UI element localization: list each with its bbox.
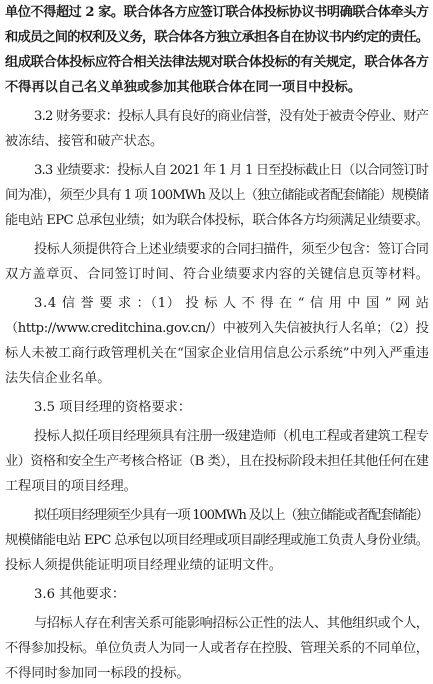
text-line: 3.3 业绩要求：投标人自 2021 年 1 月 1 日至投标截止日（以合同签订时 bbox=[34, 163, 429, 178]
text-line: 3.4 信 誉 要 求 ：（1） 投 标 人 不 得 在 “ 信 用 中 国 ” 网 站 bbox=[34, 296, 430, 311]
text-line: 3.6 其他要求： bbox=[34, 587, 126, 602]
text-line: 法失信企业名单。 bbox=[5, 371, 111, 386]
text-line: 能电站 EPC 总承包业绩；如为联合体投标，联合体各方均须满足业绩要求。 bbox=[5, 213, 429, 228]
text-line: 投标人拟任项目经理须具有注册一级建造师（机电工程或者建筑工程专 bbox=[34, 429, 429, 444]
text-line: 投标人须提供符合上述业绩要求的合同扫描件，须至少包含：签订合同 bbox=[34, 242, 429, 257]
text-line: 不得再以自己名义单独或参加其他联合体在同一项目中投标。 bbox=[5, 80, 362, 95]
text-line: 规模储能电站 EPC 总承包以项目经理或项目副经理或施工负责人身份业绩。 bbox=[5, 533, 429, 548]
text-line: 组成联合体投标应符合相关法律法规对联合体投标的有关规定，联合体各方 bbox=[5, 55, 429, 70]
text-line: 工程项目的项目经理。 bbox=[5, 479, 137, 494]
text-line: 不得参加投标。单位负责人为同一人或者存在控股、管理关系的不同单位， bbox=[5, 641, 429, 656]
text-line: 间为准），须至少具有 1 项 100MWh 及以上（独立储能或者配套储能）规模储 bbox=[5, 188, 429, 203]
text-line: 投标人须提供能证明项目经理业绩的证明文件。 bbox=[5, 558, 282, 573]
text-line: 和成员之间的权利及义务，联合体各方独立承担各自在协议书内约定的责任。 bbox=[5, 30, 429, 45]
text-line: 单位不得超过 2 家。联合体各方应签订联合体投标协议书明确联合体牵头方 bbox=[5, 5, 429, 20]
text-line: 双方盖章页、合同签订时间、符合业绩要求内容的关键信息页等材料。 bbox=[5, 267, 430, 282]
text-line: 3.5 项目经理的资格要求： bbox=[34, 400, 192, 415]
text-line: 不得同时参加同一标段的投标。 bbox=[5, 666, 190, 681]
text-line: 拟任项目经理须至少具有一项 100MWh 及以上（独立储能或者配套储能） bbox=[34, 508, 428, 523]
text-line: 业）资格和安全生产考核合格证（B 类），且在投标阶段未担任其他任何在建 bbox=[5, 454, 429, 469]
text-line: （http://www.creditchina.gov.cn/）中被列入失信被执行人名单；（2）投 bbox=[5, 321, 429, 336]
text-line: 被冻结、接管和破产状态。 bbox=[5, 134, 164, 149]
text-line: 与招标人存在利害关系可能影响招标公正性的法人、其他组织或个人， bbox=[34, 616, 429, 631]
text-line: 标人未被工商行政管理机关在“国家企业信用信息公示系统”中列入严重违 bbox=[5, 346, 430, 361]
text-line: 3.2 财务要求：投标人具有良好的商业信誉，没有处于被责令停业、财产 bbox=[34, 109, 429, 124]
